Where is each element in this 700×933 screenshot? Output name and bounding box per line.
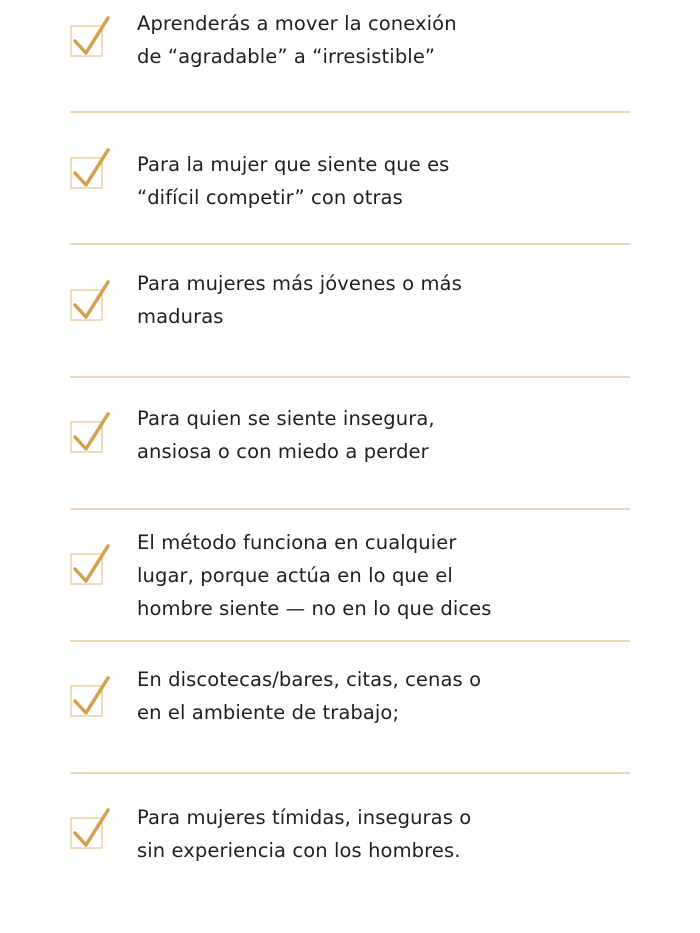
text-line: El método funciona en cualquier	[137, 531, 457, 554]
divider	[70, 243, 630, 245]
list-item-text	[137, 801, 537, 867]
checkbox-checked-icon	[70, 280, 110, 322]
text-line: sin experiencia con los hombres.	[137, 839, 461, 862]
list-item-text	[137, 7, 537, 73]
text-line: Para la mujer que siente que es	[137, 153, 450, 176]
text-line: lugar, porque actúa en lo que el	[137, 564, 453, 587]
checkbox-checked-icon	[70, 544, 110, 586]
list-item-text	[137, 148, 537, 214]
text-line: hombre siente — no en lo que dices	[137, 597, 492, 620]
text-line: maduras	[137, 305, 224, 328]
text-line: ansiosa o con miedo a perder	[137, 440, 429, 463]
text-line: “difícil competir” con otras	[137, 186, 403, 209]
checkbox-checked-icon	[70, 676, 110, 718]
divider	[70, 772, 630, 774]
divider	[70, 640, 630, 642]
list-item-text	[137, 526, 537, 625]
list-item-text	[137, 267, 537, 333]
list-item-text	[137, 402, 537, 468]
text-line: En discotecas/bares, citas, cenas o	[137, 668, 482, 691]
text-line: Para mujeres más jóvenes o más	[137, 272, 462, 295]
divider	[70, 508, 630, 510]
text-line: en el ambiente de trabajo;	[137, 701, 400, 724]
divider	[70, 111, 630, 113]
divider	[70, 376, 630, 378]
list-item-text	[137, 663, 537, 729]
checkbox-checked-icon	[70, 412, 110, 454]
checkbox-checked-icon	[70, 148, 110, 190]
text-line: Para quien se siente insegura,	[137, 407, 435, 430]
text-line: Para mujeres tímidas, inseguras o	[137, 806, 472, 829]
checkbox-checked-icon	[70, 16, 110, 58]
checkbox-checked-icon	[70, 808, 110, 850]
text-line: de “agradable” a “irresistible”	[137, 45, 436, 68]
text-line: Aprenderás a mover la conexión	[137, 12, 457, 35]
